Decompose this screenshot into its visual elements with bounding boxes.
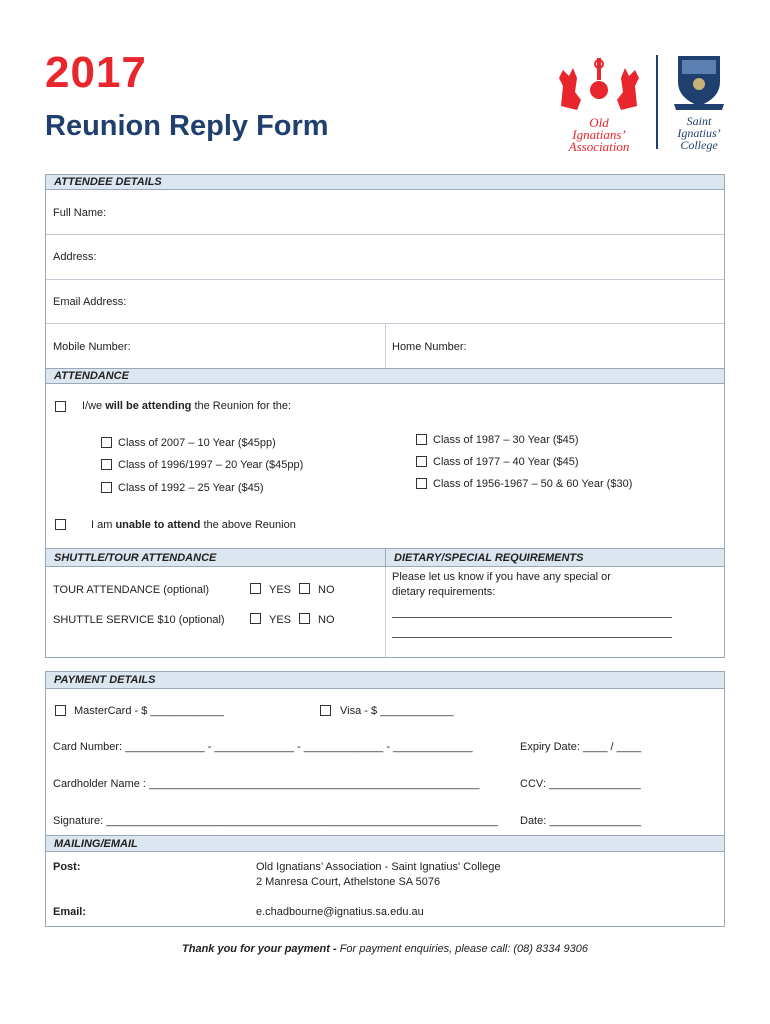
dietary-header: DIETARY/SPECIAL REQUIREMENTS — [385, 548, 724, 567]
class-2007-checkbox[interactable] — [101, 437, 112, 448]
class-1977-checkbox[interactable] — [416, 456, 427, 467]
divider — [46, 279, 724, 280]
divider — [46, 234, 724, 235]
visa-amount-field[interactable]: Visa - $ ____________ — [340, 705, 454, 717]
email-label: Email Address: — [53, 296, 127, 308]
card-number-field[interactable]: Card Number: _____________ - _____________ - _____________ - _____________ — [53, 741, 473, 753]
mastercard-amount-field[interactable]: MasterCard - $ ____________ — [74, 705, 224, 717]
cardholder-name-field[interactable]: Cardholder Name : ______________________________________________________ — [53, 778, 480, 790]
email-label: Email: — [53, 906, 87, 918]
shuttle-header: SHUTTLE/TOUR ATTENDANCE — [46, 548, 385, 567]
address-label: Address: — [53, 251, 97, 263]
tour-attendance-label: TOUR ATTENDANCE (optional) — [53, 584, 210, 596]
footer-note — [0, 943, 770, 955]
form-title: Reunion Reply Form — [45, 110, 329, 142]
unable-text-post: the above Reunion — [200, 519, 296, 531]
saint-ignatius-logo — [664, 54, 734, 154]
shuttle-yes-checkbox[interactable] — [250, 613, 261, 624]
tour-yes-label: YES — [269, 584, 292, 596]
unable-text-pre: I am — [91, 519, 116, 531]
email-address: e.chadbourne@ignatius.sa.edu.au — [256, 906, 424, 918]
class-1992-label: Class of 1992 – 25 Year ($45) — [118, 482, 264, 494]
dietary-input-line2[interactable] — [392, 637, 672, 638]
dietary-text-line2: dietary requirements: — [392, 586, 496, 598]
post-label: Post: — [53, 861, 81, 873]
mailing-email-header: MAILING/EMAIL — [46, 835, 724, 852]
shuttle-no-label: NO — [318, 614, 335, 626]
post-address-line1: Old Ignatians’ Association - Saint Ignatius' College — [256, 861, 501, 873]
tour-no-checkbox[interactable] — [299, 583, 310, 594]
attending-text-post: the Reunion for the: — [191, 400, 292, 412]
expiry-date-field[interactable]: Expiry Date: ____ / ____ — [520, 741, 642, 753]
attending-text-pre: I/we — [82, 400, 106, 412]
attendance-header: ATTENDANCE — [46, 368, 724, 384]
post-address-line2: 2 Manresa Court, Athelstone SA 5076 — [256, 876, 441, 888]
mastercard-checkbox[interactable] — [55, 705, 66, 716]
class-2007-label: Class of 2007 – 10 Year ($45pp) — [118, 437, 276, 449]
attending-checkbox[interactable] — [55, 401, 66, 412]
date-field[interactable]: Date: _______________ — [520, 815, 642, 827]
attending-text-bold: will be attending — [105, 400, 192, 412]
class-1956-label: Class of 1956-1967 – 50 & 60 Year ($30) — [433, 478, 633, 490]
tour-no-label: NO — [318, 584, 335, 596]
footer-note-rest: For payment enquiries, please call: (08) 8334 9306 — [339, 943, 588, 955]
crest-icon — [553, 56, 645, 114]
shield-icon — [664, 54, 734, 112]
logo1-line1: Old — [589, 115, 609, 130]
old-ignatians-logo — [553, 56, 645, 154]
divider — [385, 567, 386, 657]
mobile-label: Mobile Number: — [53, 341, 131, 353]
payment-details-header: PAYMENT DETAILS — [46, 672, 724, 689]
logo-divider — [656, 55, 658, 149]
class-1977-label: Class of 1977 – 40 Year ($45) — [433, 456, 579, 468]
class-1987-label: Class of 1987 – 30 Year ($45) — [433, 434, 579, 446]
visa-checkbox[interactable] — [320, 705, 331, 716]
class-1987-checkbox[interactable] — [416, 434, 427, 445]
dietary-text-line1: Please let us know if you have any special or — [392, 571, 611, 583]
attendee-details-header: ATTENDEE DETAILS — [46, 175, 724, 190]
class-1956-checkbox[interactable] — [416, 478, 427, 489]
footer-note-bold: Thank you for your payment - — [182, 943, 340, 955]
class-1996-label: Class of 1996/1997 – 20 Year ($45pp) — [118, 459, 304, 471]
attending-text — [82, 400, 291, 412]
home-number-label: Home Number: — [392, 341, 467, 353]
unable-text — [91, 519, 296, 531]
signature-field[interactable]: Signature: ________________________________________________________________ — [53, 815, 498, 827]
unable-checkbox[interactable] — [55, 519, 66, 530]
logo1-line3: Association — [568, 139, 630, 154]
tour-yes-checkbox[interactable] — [250, 583, 261, 594]
logo2-line3: College — [680, 138, 718, 152]
ccv-field[interactable]: CCV: _______________ — [520, 778, 641, 790]
form-year: 2017 — [45, 48, 147, 97]
dietary-input-line1[interactable] — [392, 617, 672, 618]
logo2-line2: Ignatius’ — [677, 126, 721, 140]
logo1-line2: Ignatians’ — [572, 127, 626, 142]
shuttle-service-label: SHUTTLE SERVICE $10 (optional) — [53, 614, 225, 626]
unable-text-bold: unable to attend — [115, 519, 201, 531]
shuttle-no-checkbox[interactable] — [299, 613, 310, 624]
full-name-label: Full Name: — [53, 207, 107, 219]
class-1996-checkbox[interactable] — [101, 459, 112, 470]
divider — [385, 323, 386, 368]
shuttle-yes-label: YES — [269, 614, 292, 626]
logo2-line1: Saint — [686, 114, 712, 128]
class-1992-checkbox[interactable] — [101, 482, 112, 493]
